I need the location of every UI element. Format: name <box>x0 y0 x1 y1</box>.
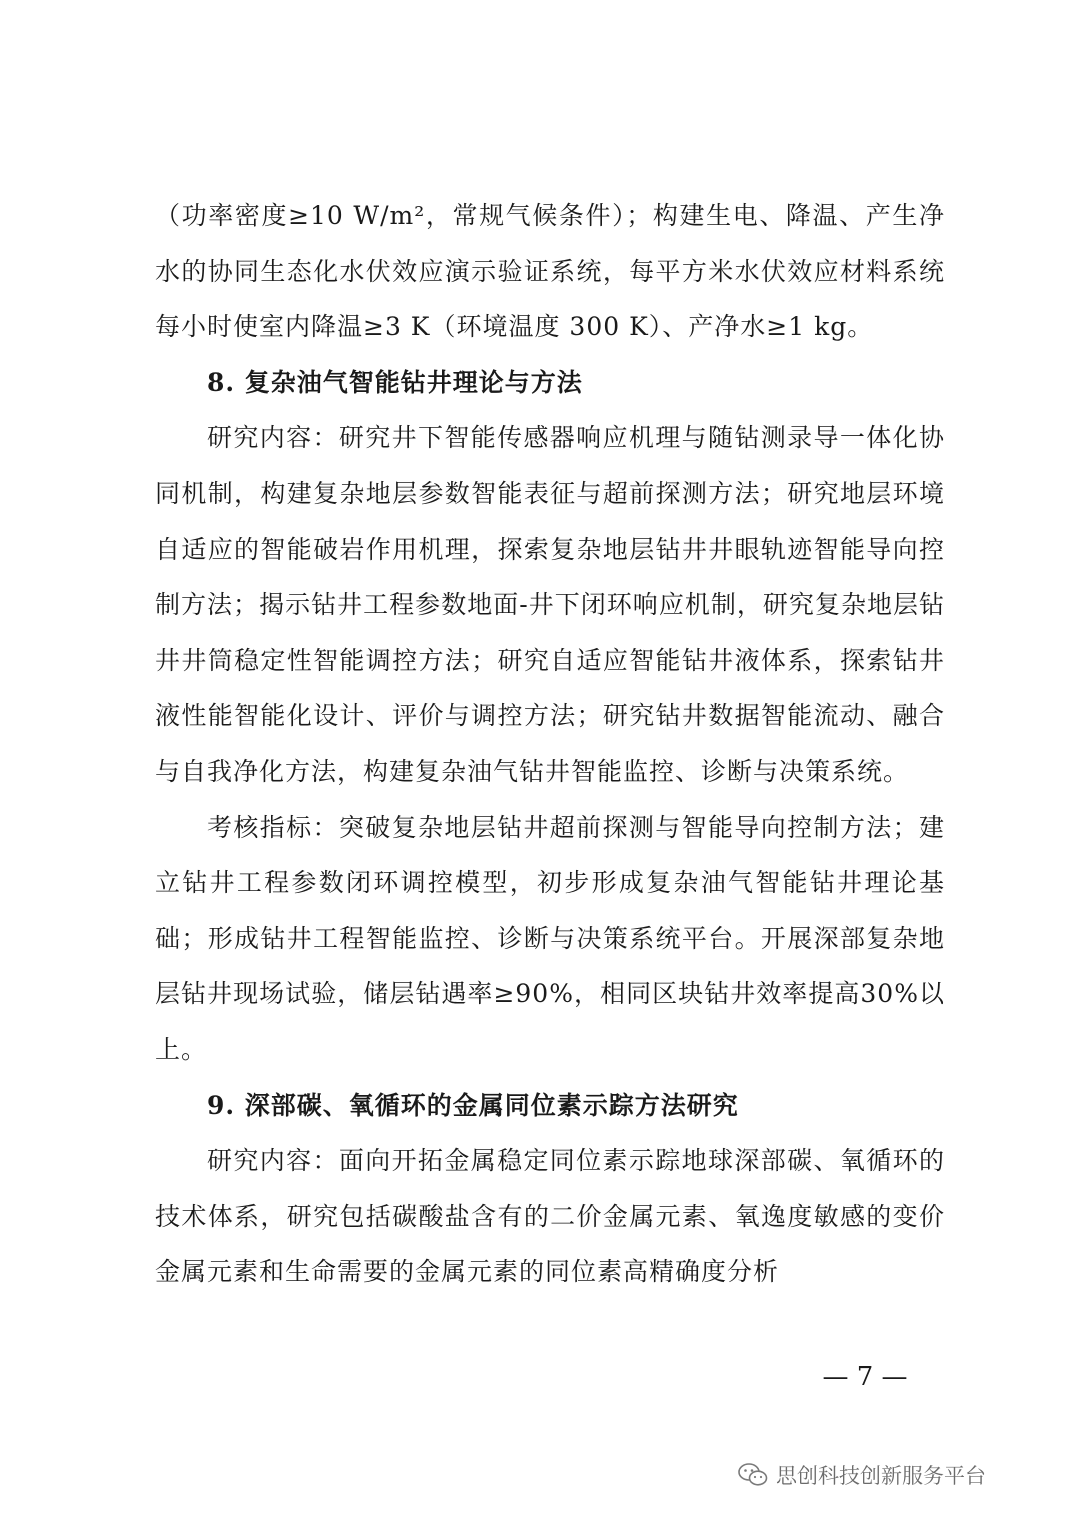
page-number: — 7 — <box>822 1362 908 1392</box>
paragraph-research-content-8: 研究内容：研究井下智能传感器响应机理与随钻测录导一体化协同机制，构建复杂地层参数智能表征与超前探测方法；研究地层环境自适应的智能破岩作用机理，探索复杂地层钻井井眼轨迹智能导向控制方法；揭示钻井工程参数地面-井下闭环响应机制，研究复杂地层钻井井筒稳定性智能调控方法；研究自适应智能钻井液体系，探索钻井液性能智能化设计、评价与调控方法；研究钻井数据智能流动、融合与自我净化方法，构建复杂油气钻井智能监控、诊断与决策系统。 <box>155 423 945 786</box>
section-heading-9: 9. 深部碳、氧循环的金属同位素示踪方法研究 <box>207 1090 739 1120</box>
watermark-text: 思创科技创新服务平台 <box>776 1464 986 1488</box>
wechat-icon <box>738 1462 768 1488</box>
section-heading-8: 8. 复杂油气智能钻井理论与方法 <box>207 367 583 397</box>
watermark <box>738 1455 986 1495</box>
paragraph-assessment-indicators-8: 考核指标：突破复杂地层钻井超前探测与智能导向控制方法；建立钻井工程参数闭环调控模型，初步形成复杂油气智能钻井理论基础；形成钻井工程智能监控、诊断与决策系统平台。开展深部复杂地层钻井现场试验，储层钻遇率≥90%，相同区块钻井效率提高30%以上。 <box>155 812 945 1064</box>
paragraph-continuation: （功率密度≥10 W/m²，常规气候条件）；构建生电、降温、产生净水的协同生态化水伏效应演示验证系统，每平方米水伏效应材料系统每小时使室内降温≥3 K（环境温度 300 K）、产净水≥1 kg。 <box>155 201 945 342</box>
paragraph-research-content-9: 研究内容：面向开拓金属稳定同位素示踪地球深部碳、氧循环的技术体系，研究包括碳酸盐含有的二价金属元素、氧逸度敏感的变价金属元素和生命需要的金属元素的同位素高精确度分析 <box>155 1146 945 1287</box>
document-body <box>155 188 945 1300</box>
